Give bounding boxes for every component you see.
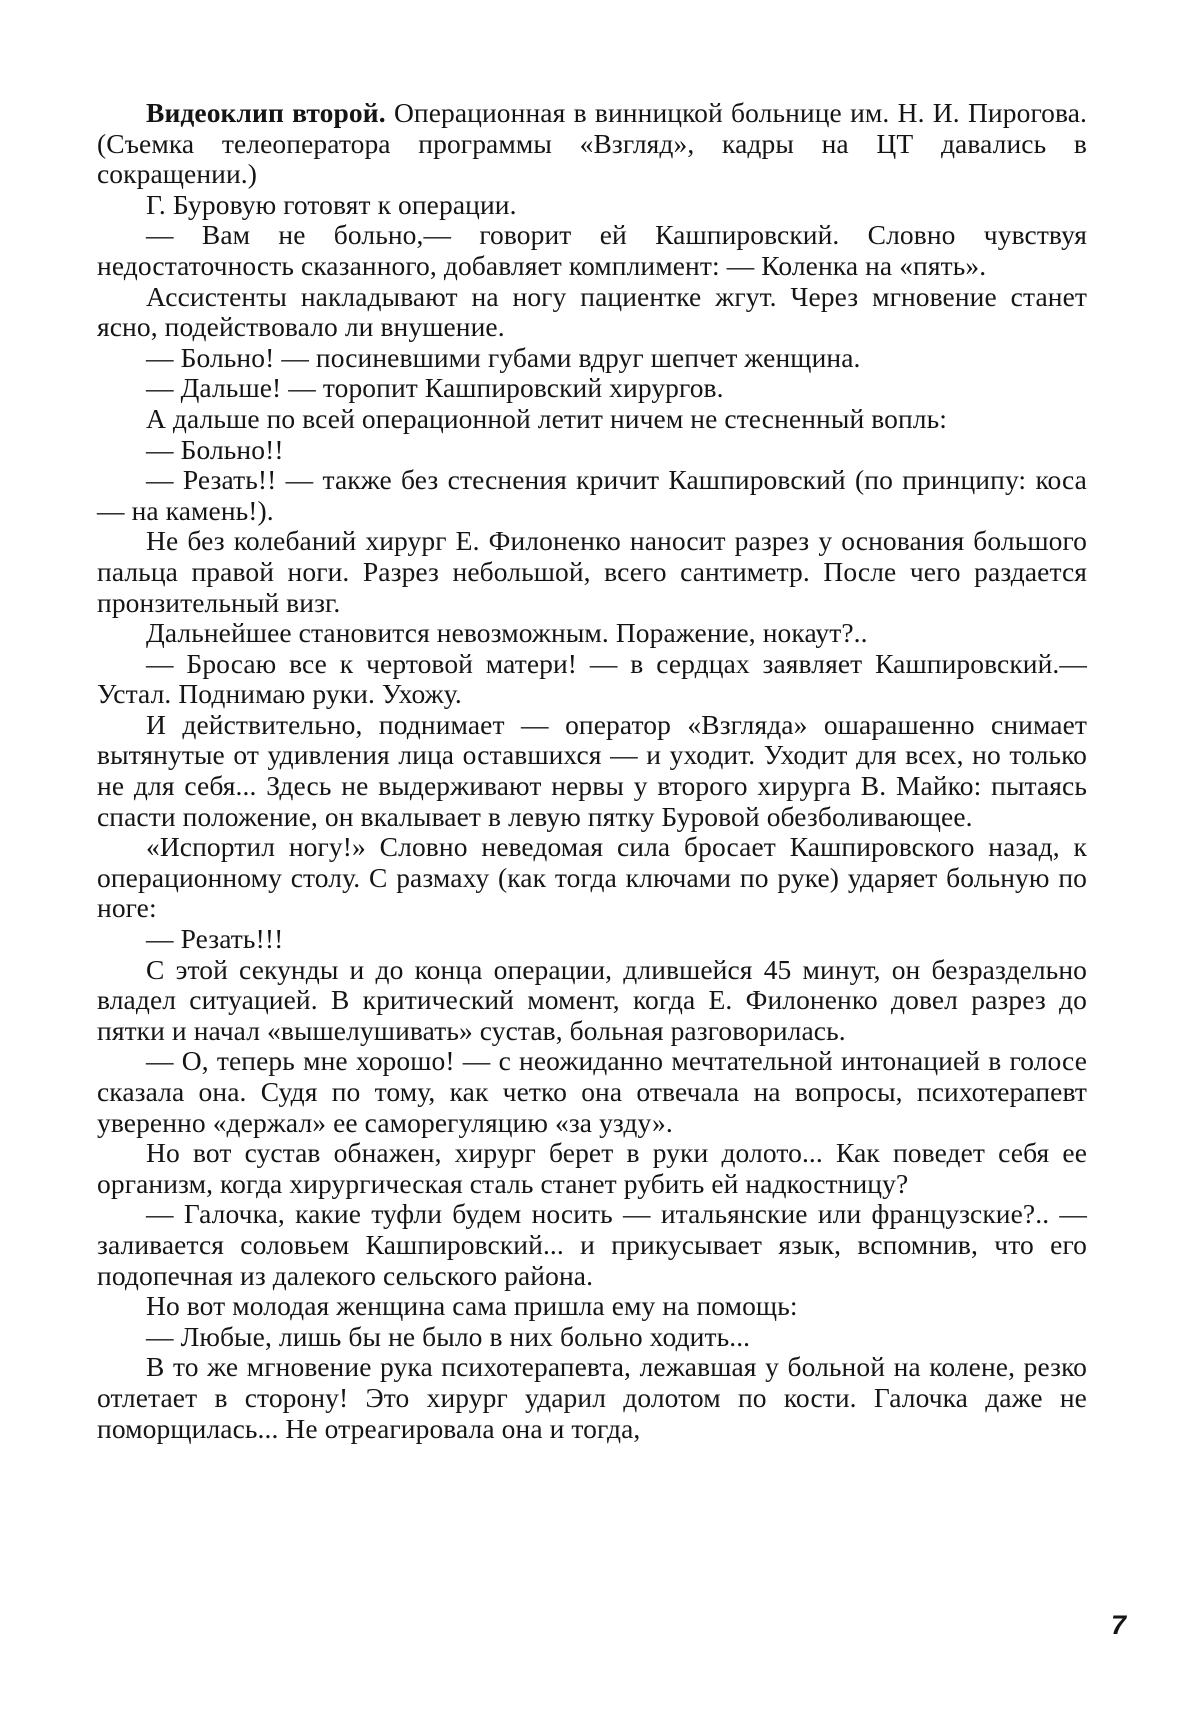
paragraph: — Бросаю все к чертовой матери! — в сердцах заявляет Кашпировский.— Устал. Поднимаю руки. Ухожу.: [97, 649, 1087, 710]
paragraph: Но вот молодая женщина сама пришла ему на помощь:: [97, 1291, 1087, 1322]
paragraph: Г. Буровую готовят к операции.: [97, 190, 1087, 221]
paragraph-text: Операционная в винницкой больнице им. Н. И. Пирогова. (Съемка телеоператора программы «Взгляд», кадры на ЦТ давались в сокращении.): [97, 97, 1087, 189]
paragraph: — О, теперь мне хорошо! — с неожиданно мечтательной интонацией в голосе сказала она. Судя по тому, как четко она отвечала на вопросы, психотерапевт уверенно «держал» ее саморегуляцию «за узду».: [97, 1046, 1087, 1138]
paragraph: Не без колебаний хирург Е. Филоненко наносит разрез у основания большого пальца правой ноги. Разрез небольшой, всего сантиметр. После чего раздается пронзительный визг.: [97, 526, 1087, 618]
paragraph: — Больно!!: [97, 435, 1087, 466]
paragraph: В то же мгновение рука психотерапевта, лежавшая у больной на колене, резко отлетает в сторону! Это хирург ударил долотом по кости. Галочка даже не поморщилась... Не отреагировала она и тогда,: [97, 1352, 1087, 1444]
paragraph: — Галочка, какие туфли будем носить — итальянские или французские?.. — заливается соловьем Кашпировский... и прикусывает язык, вспомнив, что его подопечная из далекого сельского района.: [97, 1199, 1087, 1291]
paragraph: Дальнейшее становится невозможным. Поражение, нокаут?..: [97, 618, 1087, 649]
body-text: [97, 98, 1087, 1444]
document-page: [0, 0, 1200, 1725]
paragraph: — Больно! — посиневшими губами вдруг шепчет женщина.: [97, 343, 1087, 374]
paragraph: Но вот сустав обнажен, хирург берет в руки долото... Как поведет себя ее организм, когда хирургическая сталь станет рубить ей надкостницу?: [97, 1138, 1087, 1199]
paragraph: «Испортил ногу!» Словно неведомая сила бросает Кашпировского назад, к операционному столу. С размаху (как тогда ключами по руке) ударяет больную по ноге:: [97, 832, 1087, 924]
paragraph: И действительно, поднимает — оператор «Взгляда» ошарашенно снимает вытянутые от удивления лица оставшихся — и уходит. Уходит для всех, но только не для себя... Здесь не выдерживают нервы у второго хирурга В. Майко: пытаясь спасти положение, он вкалывает в левую пятку Буровой обезболивающее.: [97, 710, 1087, 832]
paragraph: — Резать!!!: [97, 924, 1087, 955]
section-heading: Видеоклип второй.: [146, 97, 386, 128]
paragraph: С этой секунды и до конца операции, длившейся 45 минут, он безраздельно владел ситуацией. В критический момент, когда Е. Филоненко довел разрез до пятки и начал «вышелушивать» сустав, больная разговорилась.: [97, 955, 1087, 1047]
paragraph: — Дальше! — торопит Кашпировский хирургов.: [97, 373, 1087, 404]
paragraph: Ассистенты накладывают на ногу пациентке жгут. Через мгновение станет ясно, подействовало ли внушение.: [97, 282, 1087, 343]
paragraph: [97, 98, 1087, 190]
paragraph: А дальше по всей операционной летит ничем не стесненный вопль:: [97, 404, 1087, 435]
paragraph: — Вам не больно,— говорит ей Кашпировский. Словно чувствуя недостаточность сказанного, добавляет комплимент: — Коленка на «пять».: [97, 220, 1087, 281]
paragraph: — Любые, лишь бы не было в них больно ходить...: [97, 1322, 1087, 1353]
paragraph: — Резать!! — также без стеснения кричит Кашпировский (по принципу: коса — на камень!).: [97, 465, 1087, 526]
page-number: 7: [1111, 1610, 1126, 1641]
